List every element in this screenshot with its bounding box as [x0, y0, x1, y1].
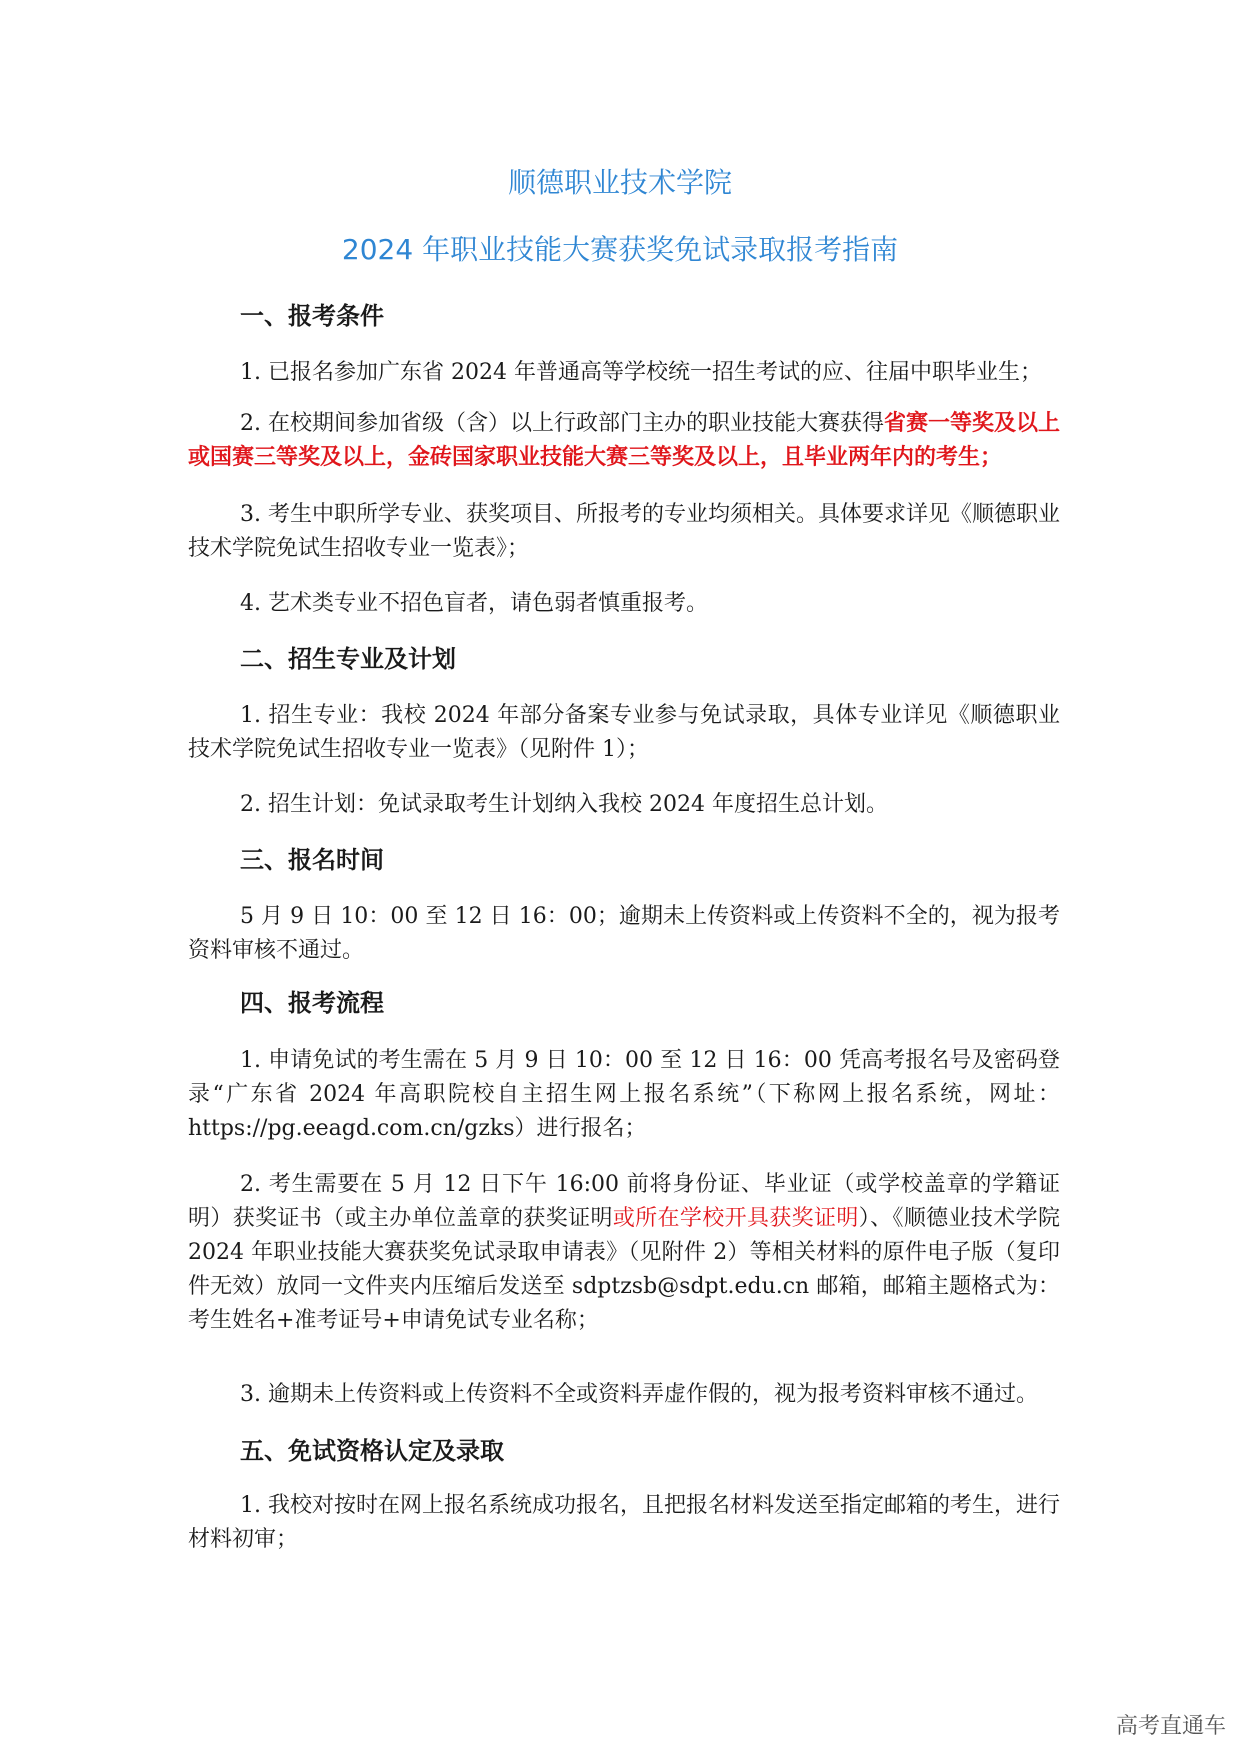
- s1-p2-highlight: 省赛一等奖及以上或国赛三等奖及以上，金砖国家职业技能大赛三等奖及以上，且毕业两年内的考生；: [188, 411, 1061, 470]
- section-heading-4: 四、报考流程: [240, 989, 384, 1017]
- s4-paragraph-1: 1. 申请免试的考生需在 5 月 9 日 10：00 至 12 日 16：00 凭高考报名号及密码登录“广东省 2024 年高职院校自主招生网上报名系统”（下称网上报名系统，网址：https://pg.eeagd.com.cn/gzks）进行报名；: [188, 1048, 1060, 1141]
- section-heading-5: 五、免试资格认定及录取: [240, 1437, 504, 1465]
- doc-title-guide: 2024 年职业技能大赛获奖免试录取报考指南: [341, 233, 899, 266]
- s1-paragraph-4: 4. 艺术类专业不招色盲者，请色弱者慎重报考。: [240, 591, 708, 616]
- s4-p2-text-b: ）、《顺德业技术学院 2024 年职业技能大赛获奖免试录取申请表》（见附件 2）等相关材料的原件电子版（复印件无效）放同一文件夹内压缩后发送至 sdptzsb@sdpt.edu.cn 邮箱，邮箱主题格式为：考生姓名+准考证号+申请免试专业名称；: [188, 1206, 1060, 1333]
- s4-p2-highlight: 或所在学校开具获奖证明: [612, 1206, 859, 1231]
- s3-paragraph-1: 5 月 9 日 10：00 至 12 日 16：00；逾期未上传资料或上传资料不全的，视为报考资料审核不通过。: [188, 904, 1060, 963]
- s4-paragraph-3: 3. 逾期未上传资料或上传资料不全或资料弄虚作假的，视为报考资料审核不通过。: [240, 1382, 1038, 1407]
- s4-p2-text-a: 2. 考生需要在 5 月 12 日下午 16:00 前将身份证、毕业证（或学校盖章的学籍证明）获奖证书（或主办单位盖章的获奖证明: [188, 1172, 1060, 1231]
- section-heading-2: 二、招生专业及计划: [240, 645, 456, 673]
- s1-p2-text: 2. 在校期间参加省级（含）以上行政部门主办的职业技能大赛获得: [240, 411, 884, 436]
- section-heading-1: 一、报考条件: [240, 302, 384, 330]
- watermark-text: 高考直通车: [1115, 1714, 1226, 1739]
- s1-paragraph-1: 1. 已报名参加广东省 2024 年普通高等学校统一招生考试的应、往届中职毕业生；: [240, 360, 1042, 385]
- s2-paragraph-1: 1. 招生专业：我校 2024 年部分备案专业参与免试录取，具体专业详见《顺德职业技术学院免试生招收专业一览表》（见附件 1）；: [188, 703, 1060, 762]
- s1-paragraph-3: 3. 考生中职所学专业、获奖项目、所报考的专业均须相关。具体要求详见《顺德职业技术学院免试生招收专业一览表》；: [188, 502, 1060, 561]
- doc-title-school: 顺德职业技术学院: [507, 166, 732, 199]
- section-heading-3: 三、报名时间: [240, 846, 384, 874]
- s2-paragraph-2: 2. 招生计划：免试录取考生计划纳入我校 2024 年度招生总计划。: [240, 792, 888, 817]
- s4-paragraph-2: [188, 1168, 1060, 1338]
- s1-paragraph-2: [188, 407, 1060, 475]
- s5-paragraph-1: 1. 我校对按时在网上报名系统成功报名，且把报名材料发送至指定邮箱的考生，进行材料初审；: [188, 1493, 1060, 1552]
